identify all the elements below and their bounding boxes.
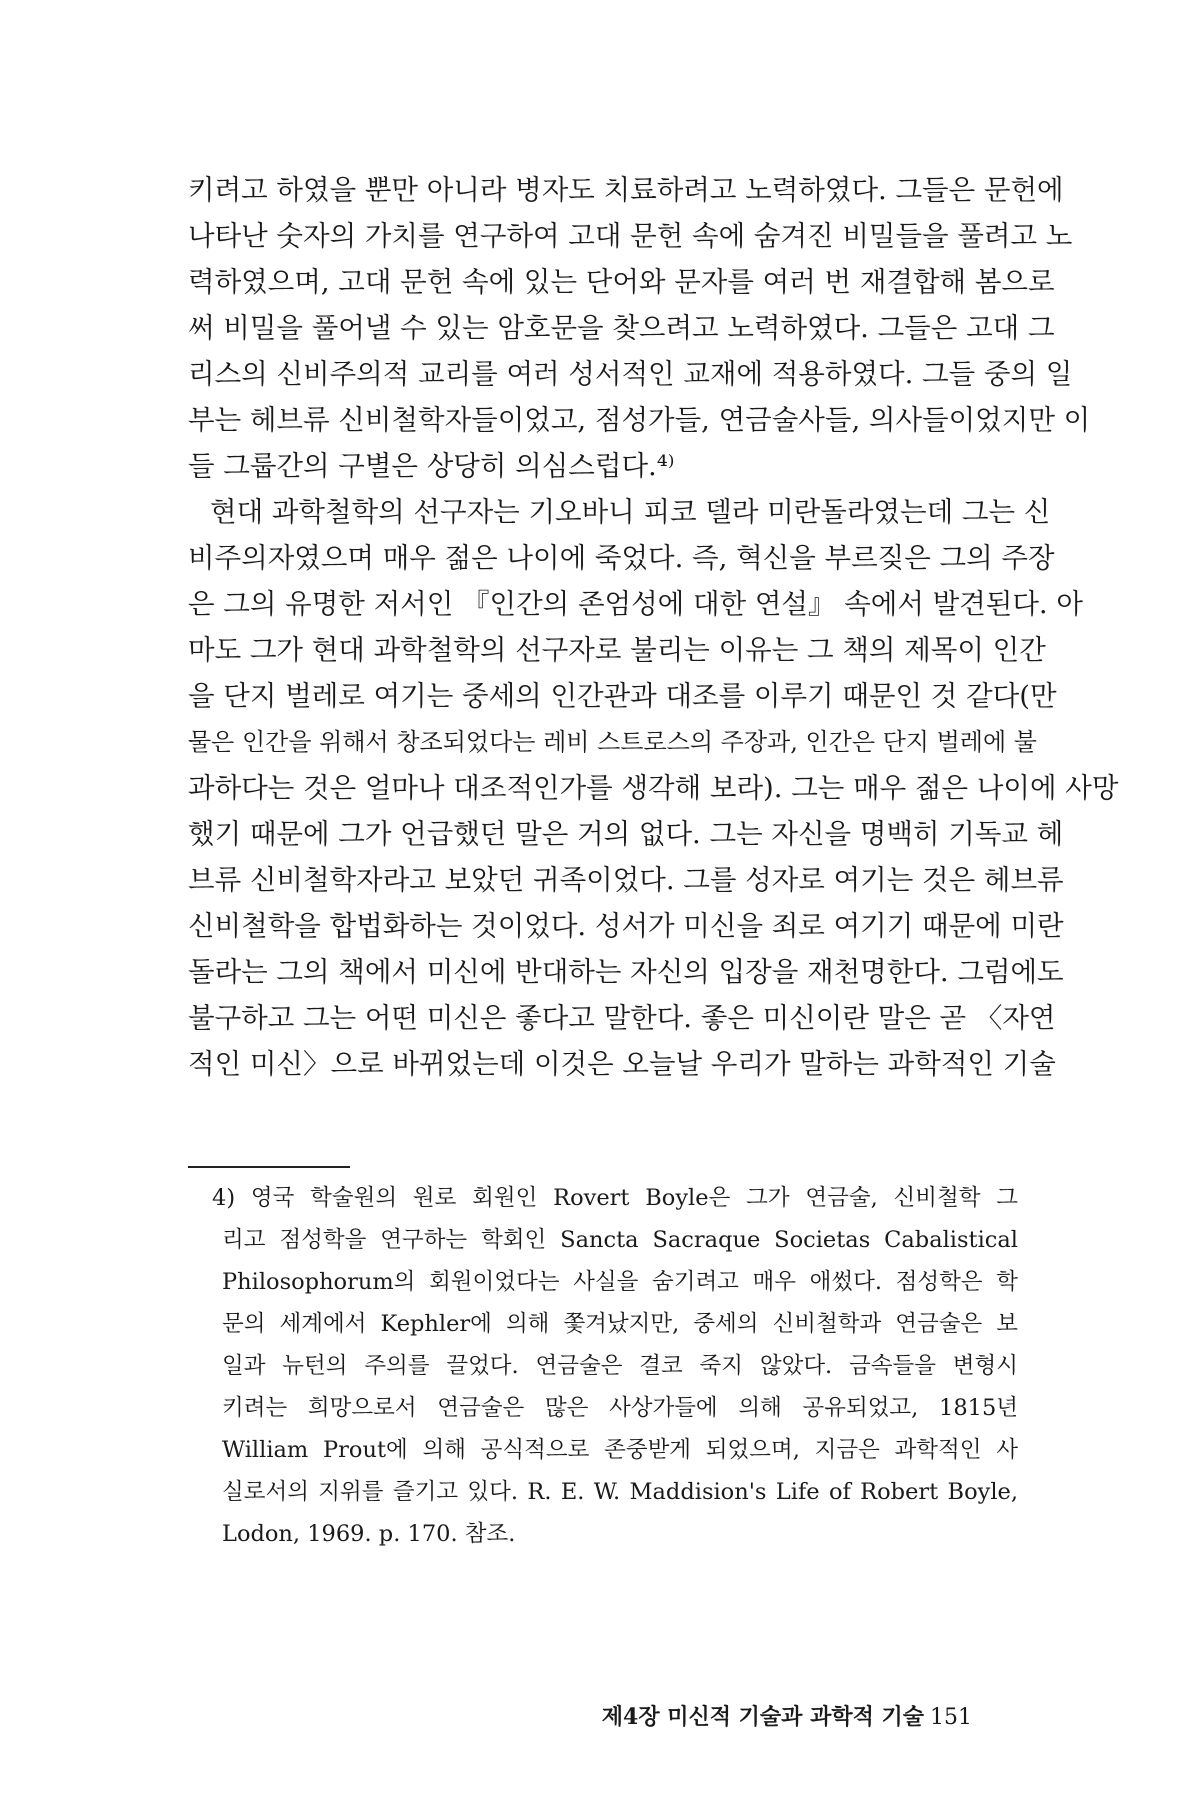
footnote-line: Lodon, 1969. p. 170. 참조. bbox=[222, 1521, 516, 1547]
footnote-line: 실로서의 지위를 즐기고 있다. R. E. W. Maddision's Life of Robert Boyle, bbox=[222, 1479, 1018, 1505]
text-line: 써 비밀을 풀어낼 수 있는 암호문을 찾으려고 노력하였다. 그들은 고대 그 bbox=[188, 312, 1055, 344]
text-line: 을 단지 벌레로 여기는 중세의 인간관과 대조를 이루기 때문인 것 같다(만 bbox=[188, 680, 1057, 712]
text-line: 은 그의 유명한 저서인 『인간의 존엄성에 대한 연설』 속에서 발견된다. 아 bbox=[188, 588, 1083, 620]
text-line: 브류 신비철학자라고 보았던 귀족이었다. 그를 성자로 여기는 것은 헤브류 bbox=[188, 864, 1064, 896]
footnote-divider bbox=[188, 1166, 350, 1168]
text-line: 마도 그가 현대 과학철학의 선구자로 불리는 이유는 그 책의 제목이 인간 bbox=[188, 634, 1046, 666]
footnote-line: 4) 영국 학술원의 원로 회원인 Rovert Boyle은 그가 연금술, 신비철학 그 bbox=[212, 1185, 1018, 1211]
text-line: 돌라는 그의 책에서 미신에 반대하는 자신의 입장을 재천명한다. 그럼에도 bbox=[188, 956, 1064, 988]
text-line: 신비철학을 합법화하는 것이었다. 성서가 미신을 죄로 여기기 때문에 미란 bbox=[188, 910, 1064, 942]
chapter-title: 제4장 미신적 기술과 과학적 기술 bbox=[601, 1704, 924, 1730]
text-line: 비주의자였으며 매우 젊은 나이에 죽었다. 즉, 혁신을 부르짖은 그의 주장 bbox=[188, 542, 1055, 574]
text-line: 적인 미신〉으로 바뀌었는데 이것은 오늘날 우리가 말하는 과학적인 기술 bbox=[188, 1048, 1056, 1080]
text-line: 나타난 숫자의 가치를 연구하여 고대 문헌 속에 숨겨진 비밀들을 풀려고 노 bbox=[188, 220, 1073, 252]
footnote-line: 문의 세계에서 Kephler에 의해 쫓겨났지만, 중세의 신비철학과 연금술은 보 bbox=[222, 1311, 1018, 1337]
page-number: 151 bbox=[930, 1705, 972, 1730]
running-footer bbox=[602, 1700, 972, 1731]
text-line: 들 그룹간의 구별은 상당히 의심스럽다.⁴⁾ bbox=[188, 450, 675, 482]
footnote-line: 리고 점성학을 연구하는 학회인 Sancta Sacraque Societas Cabalistical bbox=[222, 1227, 1018, 1253]
text-line: 물은 인간을 위해서 창조되었다는 레비 스트로스의 주장과, 인간은 단지 벌레에 불 bbox=[188, 728, 1037, 756]
footnote-line: William Prout에 의해 공식적으로 존중받게 되었으며, 지금은 과학적인 사 bbox=[222, 1437, 1018, 1463]
text-line: 리스의 신비주의적 교리를 여러 성서적인 교재에 적용하였다. 그들 중의 일 bbox=[188, 358, 1073, 390]
footnote-line: 키려는 희망으로서 연금술은 많은 사상가들에 의해 공유되었고, 1815년 bbox=[222, 1395, 1018, 1421]
paragraph-start-line: 현대 과학철학의 선구자는 기오바니 피코 델라 미란돌라였는데 그는 신 bbox=[210, 496, 1051, 528]
footnote-line: Philosophorum의 회원이었다는 사실을 숨기려고 매우 애썼다. 점성학은 학 bbox=[222, 1269, 1018, 1295]
text-line: 했기 때문에 그가 언급했던 말은 거의 없다. 그는 자신을 명백히 기독교 헤 bbox=[188, 818, 1064, 850]
text-line: 력하였으며, 고대 문헌 속에 있는 단어와 문자를 여러 번 재결합해 봄으로 bbox=[188, 266, 1055, 298]
text-line: 키려고 하였을 뿐만 아니라 병자도 치료하려고 노력하였다. 그들은 문헌에 bbox=[188, 174, 1064, 206]
text-line: 부는 헤브류 신비철학자들이었고, 점성가들, 연금술사들, 의사들이었지만 이 bbox=[188, 404, 1091, 436]
text-line: 과하다는 것은 얼마나 대조적인가를 생각해 보라). 그는 매우 젊은 나이에 사망 bbox=[188, 772, 1119, 804]
text-line: 불구하고 그는 어떤 미신은 좋다고 말한다. 좋은 미신이란 말은 곧 〈자연 bbox=[188, 1002, 1056, 1034]
footnote-line: 일과 뉴턴의 주의를 끌었다. 연금술은 결코 죽지 않았다. 금속들을 변형시 bbox=[222, 1353, 1018, 1379]
